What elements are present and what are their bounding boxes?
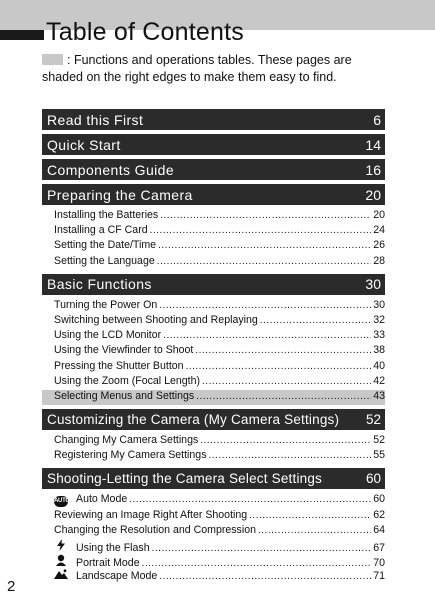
toc-entry[interactable] <box>42 344 385 359</box>
flash-icon <box>54 539 68 554</box>
entry-page: 64 <box>373 523 385 536</box>
section-page: 6 <box>373 111 381 128</box>
toc-entry[interactable] <box>42 329 385 344</box>
intro-description: : Functions and operations tables. These pages are shaded on the right edges to make them easy to find. <box>42 53 352 84</box>
toc-entry[interactable] <box>42 224 385 239</box>
landscape-mode-icon <box>54 569 68 582</box>
entry-page: 38 <box>373 344 385 357</box>
entry-text: Setting the Language <box>54 254 155 267</box>
entry-page: 55 <box>373 449 385 462</box>
toc-entry[interactable] <box>42 299 385 314</box>
entries-basic <box>42 299 385 405</box>
intro-text <box>42 52 392 86</box>
entry-page: 70 <box>373 557 385 570</box>
section-label: Quick Start <box>47 136 121 153</box>
entry-page: 20 <box>373 209 385 221</box>
toc-entry[interactable] <box>42 239 385 254</box>
leader-dots <box>158 240 371 251</box>
entry-page: 52 <box>373 434 385 447</box>
entry-text: Auto Mode <box>76 493 128 506</box>
section-basic-functions[interactable] <box>42 274 385 295</box>
leader-dots <box>249 510 371 521</box>
toc-entry[interactable] <box>42 493 385 508</box>
leader-dots <box>195 345 371 356</box>
entry-text: Pressing the Shutter Button <box>54 359 184 372</box>
shade-swatch <box>42 54 63 65</box>
entry-text: Switching between Shooting and Replaying <box>54 313 258 326</box>
entry-page: 60 <box>373 493 385 506</box>
section-label: Shooting-Letting the Camera Select Settings <box>47 471 323 487</box>
entry-text: Turning the Power On <box>54 298 158 311</box>
section-page: 60 <box>365 471 381 487</box>
section-shooting-auto[interactable] <box>42 468 385 489</box>
section-page: 14 <box>365 136 381 153</box>
leader-dots <box>160 210 371 221</box>
section-quick-start[interactable] <box>42 134 385 155</box>
leader-dots <box>196 391 371 402</box>
leader-dots <box>258 525 371 536</box>
leader-dots <box>202 376 371 387</box>
entry-text: Registering My Camera Settings <box>54 449 207 462</box>
section-label: Basic Functions <box>47 276 152 293</box>
toc-entry[interactable] <box>42 209 385 224</box>
section-read-this-first[interactable] <box>42 109 385 130</box>
entry-page: 33 <box>373 329 385 342</box>
toc-entry-highlighted[interactable] <box>42 390 385 405</box>
leader-dots <box>163 330 371 341</box>
entry-page: 32 <box>373 313 385 326</box>
leader-dots <box>260 315 371 326</box>
toc-entry[interactable] <box>42 569 385 584</box>
section-page: 20 <box>365 186 381 203</box>
toc-entry[interactable] <box>42 375 385 390</box>
entry-text: Setting the Date/Time <box>54 239 157 252</box>
entry-text: Changing My Camera Settings <box>54 434 199 447</box>
entry-page: 62 <box>373 508 385 521</box>
entry-text: Selecting Menus and Settings <box>54 389 195 402</box>
page-number: 2 <box>7 578 16 595</box>
section-page: 30 <box>365 276 381 293</box>
entry-text: Landscape Mode <box>76 570 158 583</box>
toc-entry[interactable] <box>42 360 385 375</box>
leader-dots <box>200 435 371 446</box>
entry-text: Using the Viewfinder to Shoot <box>54 344 194 357</box>
toc-entry[interactable] <box>42 449 385 464</box>
entry-text: Changing the Resolution and Compression <box>54 523 256 536</box>
leader-dots <box>159 571 371 582</box>
leader-dots <box>152 543 372 554</box>
toc-entry[interactable] <box>42 255 385 270</box>
section-components-guide[interactable] <box>42 159 385 180</box>
table-of-contents <box>42 109 385 589</box>
section-label: Preparing the Camera <box>47 186 193 203</box>
entry-text: Installing a CF Card <box>54 224 148 237</box>
entry-text: Installing the Batteries <box>54 209 159 221</box>
entry-text: Portrait Mode <box>76 557 140 570</box>
section-customizing-the-camera[interactable] <box>42 409 385 430</box>
auto-mode-icon: AUTO <box>54 496 68 507</box>
leader-dots <box>159 300 371 311</box>
entry-page: 42 <box>373 374 385 387</box>
toc-entry[interactable] <box>42 539 385 554</box>
leader-dots <box>129 494 371 505</box>
entry-page: 67 <box>373 542 385 554</box>
entry-text: Reviewing an Image Right After Shooting <box>54 508 248 521</box>
entries-shooting <box>42 493 385 584</box>
entry-page: 40 <box>373 359 385 372</box>
entry-page: 71 <box>373 570 385 583</box>
leader-dots <box>186 361 372 372</box>
toc-entry[interactable] <box>42 314 385 329</box>
section-preparing-the-camera[interactable] <box>42 184 385 205</box>
entry-page: 30 <box>373 298 385 311</box>
entries-customizing <box>42 434 385 464</box>
leader-dots <box>150 225 372 236</box>
toc-entry[interactable] <box>42 524 385 539</box>
entry-page: 43 <box>373 389 385 402</box>
entry-page: 28 <box>373 254 385 267</box>
toc-entry[interactable] <box>42 434 385 449</box>
entry-text: Using the Zoom (Focal Length) <box>54 374 201 387</box>
title-marker-bar <box>0 30 44 40</box>
section-label: Customizing the Camera (My Camera Settings) <box>47 412 340 428</box>
entry-page: 26 <box>373 239 385 252</box>
entry-text: Using the Flash <box>76 542 150 554</box>
entry-text: Using the LCD Monitor <box>54 329 162 342</box>
portrait-mode-icon <box>54 554 68 569</box>
page-title: Table of Contents <box>46 18 244 46</box>
leader-dots <box>142 558 372 569</box>
leader-dots <box>209 450 372 461</box>
entry-page: 24 <box>373 224 385 237</box>
section-page: 16 <box>365 161 381 178</box>
section-label: Components Guide <box>47 161 175 178</box>
section-label: Read this First <box>47 111 144 128</box>
section-page: 52 <box>365 412 381 428</box>
toc-entry[interactable] <box>42 509 385 524</box>
entries-preparing <box>42 209 385 270</box>
toc-entry[interactable] <box>42 554 385 569</box>
leader-dots <box>157 256 371 267</box>
